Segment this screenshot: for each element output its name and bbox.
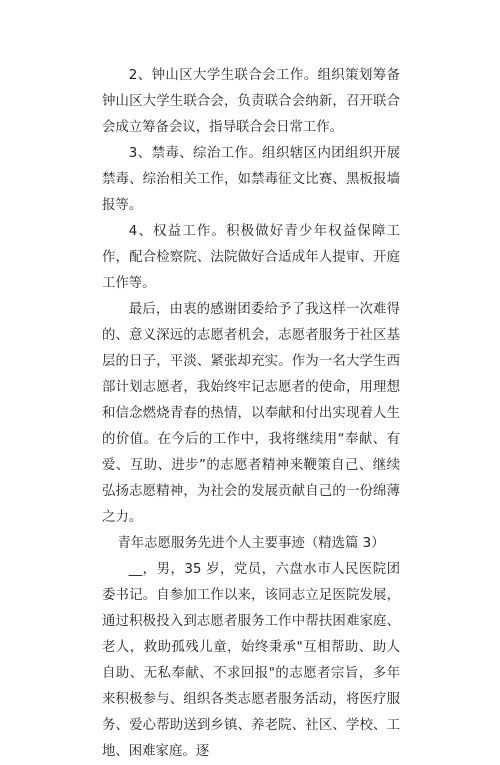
paragraph-anti-drug: 3、禁毒、综治工作。组织辖区内团组织开展禁毒、综治相关工作，如禁毒征文比赛、黑板报墙报等。 xyxy=(102,146,400,213)
paragraph-profile: __，男，35 岁，党员，六盘水市人民医院团委书记。自参加工作以来，该同志立足医院发展，通过积极投入到志愿者服务工作中帮扶困难家庭、老人，救助孤残儿童，始终秉承"互相帮助、助人自助、无私奉献、不求回报"的志愿者宗旨，多年来积极参与、组织各类志愿者服务活动，将医疗服务、爱心帮助送到乡镇、养老院、社区、学校、工地、困难家庭。逐 xyxy=(102,562,400,759)
paragraph-closing: 最后，由衷的感谢团委给予了我这样一次难得的、意义深远的志愿者机会，志愿者服务于社区基层的日子，平淡、紧张却充实。作为一名大学生西部计划志愿者，我始终牢记志愿者的使命，用理想和信念燃烧青春的热情，以奉献和付出实现着人生的价值。在今后的工作中，我将继续用“奉献、有爱、互助、进步”的志愿者精神来鞭策自己、继续弘扬志愿精神，为社会的发展贡献自己的一份绵薄之力。 xyxy=(102,302,400,525)
section-heading: 青年志愿服务先进个人主要事迹（精选篇 3） xyxy=(117,536,385,551)
paragraph-university-union: 2、钟山区大学生联合会工作。组织策划筹备钟山区大学生联合会，负责联合会纳新，召开联合会成立筹备会议，指导联合会日常工作。 xyxy=(102,68,400,135)
paragraph-rights-work: 4、权益工作。积极做好青少年权益保障工作，配合检察院、法院做好合适成年人提审、开庭工作等。 xyxy=(102,224,400,291)
document-body xyxy=(102,63,400,765)
